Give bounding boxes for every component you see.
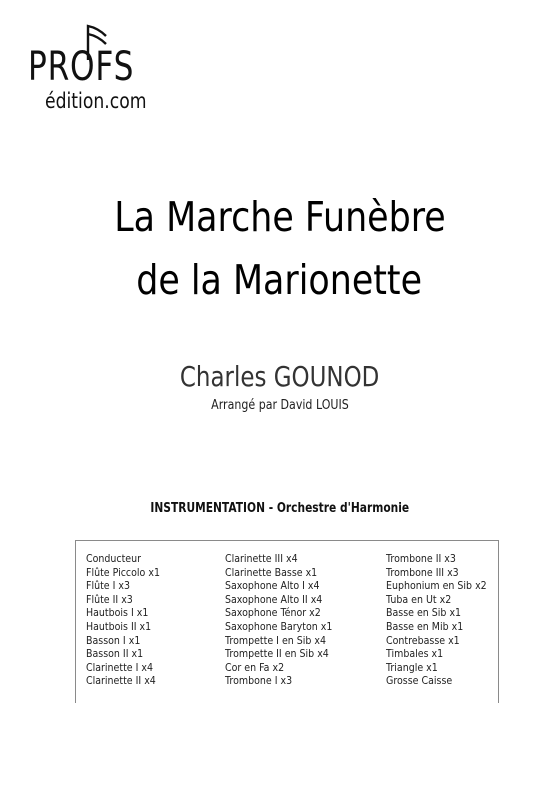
logo-brand-bottom: édition.com xyxy=(45,89,147,113)
instrument-item: Saxophone Alto I x4 xyxy=(225,579,320,593)
instrumentation-box xyxy=(75,540,499,703)
arranger-text: Arrangé par David LOUIS xyxy=(210,398,349,413)
instrument-item: Basson I x1 xyxy=(86,633,141,647)
instrument-item: Conducteur xyxy=(86,552,142,565)
instrumentation-heading-text: INSTRUMENTATION - Orchestre d'Harmonie xyxy=(150,501,409,516)
instrument-item: Trombone III x3 xyxy=(386,565,459,579)
instrument-item: Triangle x1 xyxy=(386,660,438,674)
instrument-item: Grosse Caisse xyxy=(386,674,453,688)
instrument-item: Trompette I en Sib x4 xyxy=(225,633,327,647)
instrument-column-3 xyxy=(386,552,503,688)
arranger-credit xyxy=(0,398,559,413)
profs-edition-logo xyxy=(28,22,198,117)
instrument-item: Saxophone Ténor x2 xyxy=(225,606,321,620)
instrument-column-2 xyxy=(225,552,350,688)
title-line-2-text: de la Marionette xyxy=(136,256,423,304)
logo-brand-top: PROFS xyxy=(28,44,135,90)
instrument-item: Hautbois I x1 xyxy=(86,606,149,620)
instrument-item: Trompette II en Sib x4 xyxy=(225,647,329,661)
title-line-1 xyxy=(0,193,559,241)
instrument-item: Contrebasse x1 xyxy=(386,633,460,647)
instrument-item: Flûte Piccolo x1 xyxy=(86,565,160,579)
instrument-item: Saxophone Baryton x1 xyxy=(225,619,333,633)
instrument-item: Clarinette I x4 xyxy=(86,660,154,674)
instrument-item: Flûte I x3 xyxy=(86,579,131,593)
instrument-item: Basse en Mib x1 xyxy=(386,619,464,633)
composer-name xyxy=(0,360,559,393)
instrumentation-heading xyxy=(0,501,559,516)
instrument-item: Clarinette Basse x1 xyxy=(225,565,318,579)
instrument-item: Clarinette III x4 xyxy=(225,552,298,565)
instrument-item: Basse en Sib x1 xyxy=(386,606,462,620)
instrument-item: Clarinette II x4 xyxy=(86,674,156,688)
instrument-item: Timbales x1 xyxy=(386,647,444,661)
composer-text: Charles GOUNOD xyxy=(179,360,380,393)
instrument-item: Basson II x1 xyxy=(86,647,144,661)
instrument-item: Saxophone Alto II x4 xyxy=(225,592,323,606)
instrument-item: Flûte II x3 xyxy=(86,592,133,606)
title-line-1-text: La Marche Funèbre xyxy=(113,193,446,241)
instrument-item: Cor en Fa x2 xyxy=(225,660,285,674)
instrument-item: Euphonium en Sib x2 xyxy=(386,579,487,593)
instrument-item: Hautbois II x1 xyxy=(86,619,152,633)
instrument-item: Tuba en Ut x2 xyxy=(386,592,452,606)
instrument-item: Trombone II x3 xyxy=(386,552,456,565)
instrument-column-1 xyxy=(86,552,172,688)
title-line-2 xyxy=(0,256,559,304)
instrument-item: Trombone I x3 xyxy=(225,674,293,688)
